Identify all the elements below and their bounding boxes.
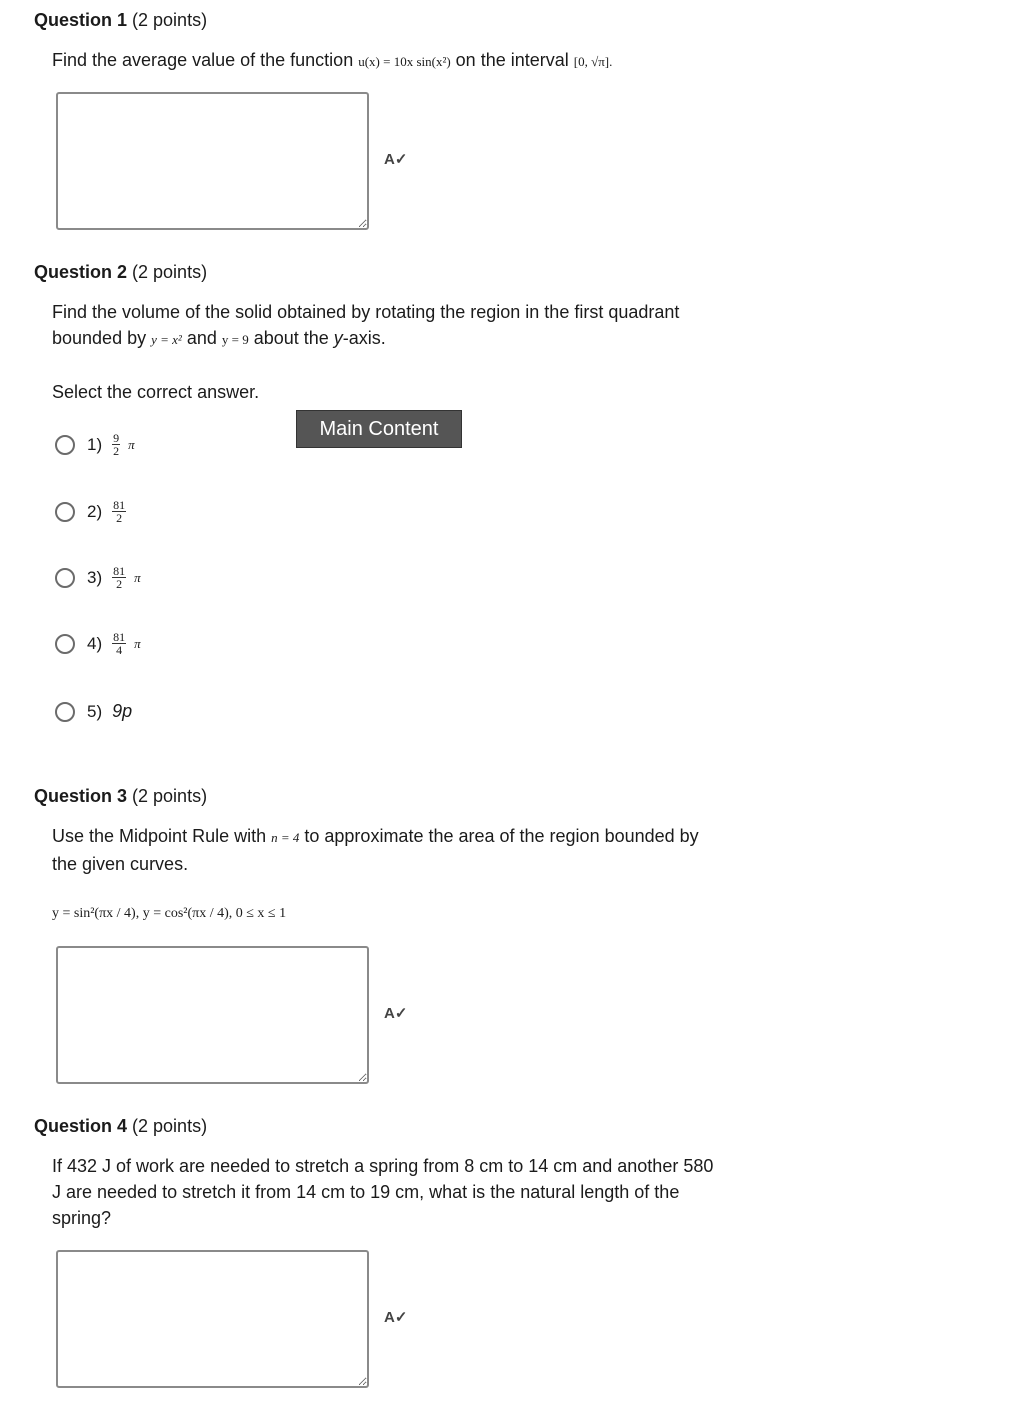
option-label: 4) bbox=[87, 633, 103, 653]
question-2-prompt: Select the correct answer. bbox=[52, 382, 260, 402]
fraction: $\frac{81}{4}$ bbox=[113, 630, 126, 657]
radio-button[interactable] bbox=[55, 702, 75, 722]
radio-button[interactable] bbox=[55, 502, 75, 522]
question-3-title: Question 3 (2 points) bbox=[34, 786, 208, 806]
spellcheck-icon[interactable]: A✓ bbox=[384, 1309, 408, 1326]
spellcheck-icon[interactable]: A✓ bbox=[384, 1005, 408, 1022]
pi: π bbox=[134, 569, 141, 585]
question-3-answer-input[interactable] bbox=[56, 946, 369, 1084]
question-4-answer-input[interactable] bbox=[56, 1250, 369, 1388]
option-label: 2) bbox=[87, 501, 103, 521]
question-4-text: If 432 J of work are needed to stretch a spring from 8 cm to 14 cm and another 580 J are needed to stretch it from 14 cm to 19 cm, what is the natural length of the spring? bbox=[52, 1156, 714, 1228]
option-1[interactable] bbox=[55, 432, 135, 457]
option-3[interactable] bbox=[55, 565, 141, 590]
question-2-title: Question 2 (2 points) bbox=[34, 262, 208, 282]
fraction: $\frac{9}{2}$ bbox=[113, 431, 120, 458]
option-label: 3) bbox=[87, 567, 103, 587]
question-1-title: Question 1 (2 points) bbox=[34, 10, 208, 30]
radio-button[interactable] bbox=[55, 634, 75, 654]
option-4[interactable] bbox=[55, 631, 141, 656]
radio-button[interactable] bbox=[55, 568, 75, 588]
question-1-text: Find the average value of the function u(x) = 10x sin(x²) on the interval [0, √π]. bbox=[52, 50, 613, 70]
question-3-text: Use the Midpoint Rule with n = 4 to approximate the area of the region bounded by the given curves. bbox=[52, 826, 699, 874]
fraction: $\frac{81}{2}$ bbox=[113, 498, 126, 525]
option-2[interactable] bbox=[55, 499, 126, 524]
option-label: 1) bbox=[87, 434, 103, 454]
option-value: 9p bbox=[112, 701, 133, 721]
spellcheck-icon[interactable]: A✓ bbox=[384, 151, 408, 168]
question-2-text: Find the volume of the solid obtained by rotating the region in the first quadrant bounded by y = x² and y = 9 about the y-axis. bbox=[52, 302, 680, 348]
radio-button[interactable] bbox=[55, 435, 75, 455]
option-label: 5) bbox=[87, 701, 103, 721]
main-content-tooltip: Main Content bbox=[296, 410, 462, 448]
pi: π bbox=[128, 436, 135, 452]
question-3-formula: y = sin²(πx / 4), y = cos²(πx / 4), 0 ≤ x ≤ 1 bbox=[52, 906, 287, 921]
question-1-answer-input[interactable] bbox=[56, 92, 369, 230]
pi: π bbox=[134, 635, 141, 651]
fraction: $\frac{81}{2}$ bbox=[113, 564, 126, 591]
question-4-title: Question 4 (2 points) bbox=[34, 1116, 208, 1136]
option-5[interactable] bbox=[55, 701, 132, 722]
